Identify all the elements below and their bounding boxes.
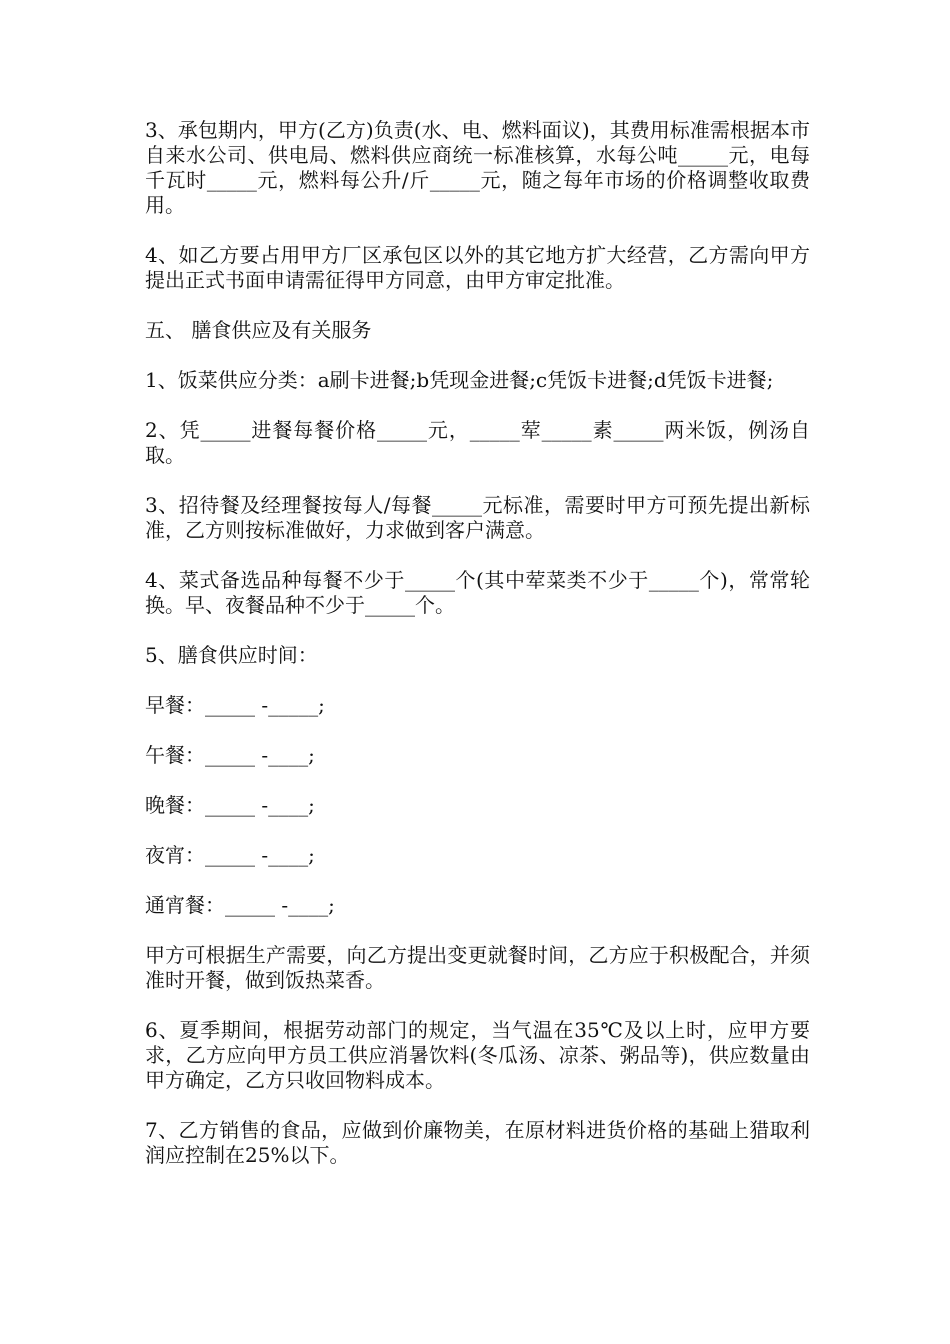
clause-2-meal-price: 2、凭_____进餐每餐价格_____元，_____荤_____素_____两米饭，例汤自取。 bbox=[145, 418, 810, 467]
clause-1-meal-categories: 1、饭菜供应分类：a刷卡进餐;b凭现金进餐;c凭饭卡进餐;d凭饭卡进餐; bbox=[145, 368, 774, 392]
clause-4-expansion: 4、如乙方要占用甲方厂区承包区以外的其它地方扩大经营，乙方需向甲方提出正式书面申请需征得甲方同意，由甲方审定批准。 bbox=[145, 243, 810, 292]
meal-time-lunch: 午餐：_____ -____; bbox=[145, 743, 315, 767]
clause-3-utilities: 3、承包期内，甲方(乙方)负责(水、电、燃料面议)，其费用标准需根据本市自来水公司、供电局、燃料供应商统一标准核算，水每公吨_____元，电每千瓦时_____元，燃料每公升/斤_____元，随之每年市场的价格调整收取费用。 bbox=[145, 118, 810, 217]
clause-7-food-pricing: 7、乙方销售的食品，应做到价廉物美，在原材料进货价格的基础上猎取利润应控制在25%以下。 bbox=[145, 1118, 810, 1167]
meal-time-breakfast: 早餐：_____ -_____; bbox=[145, 693, 325, 717]
meal-time-dinner: 晚餐：_____ -____; bbox=[145, 793, 315, 817]
meal-time-change-note: 甲方可根据生产需要，向乙方提出变更就餐时间，乙方应于积极配合，并须准时开餐，做到饭热菜香。 bbox=[145, 943, 810, 992]
meal-time-overnight: 通宵餐：_____ -____; bbox=[145, 893, 335, 917]
clause-6-summer-drinks: 6、夏季期间，根据劳动部门的规定，当气温在35℃及以上时，应甲方要求，乙方应向甲方员工供应消暑饮料(冬瓜汤、凉茶、粥品等)，供应数量由甲方确定，乙方只收回物料成本。 bbox=[145, 1018, 810, 1092]
clause-5-meal-times: 5、膳食供应时间： bbox=[145, 643, 318, 667]
clause-4-menu-variety: 4、菜式备选品种每餐不少于_____个(其中荤菜类不少于_____个)，常常轮换。早、夜餐品种不少于_____个。 bbox=[145, 568, 810, 617]
section-heading-meal-supply: 五、 膳食供应及有关服务 bbox=[145, 318, 372, 342]
document-page bbox=[145, 118, 810, 1193]
meal-time-late-snack: 夜宵：_____ -____; bbox=[145, 843, 315, 867]
clause-3-reception-meals: 3、招待餐及经理餐按每人/每餐_____元标准，需要时甲方可预先提出新标准，乙方则按标准做好，力求做到客户满意。 bbox=[145, 493, 810, 542]
